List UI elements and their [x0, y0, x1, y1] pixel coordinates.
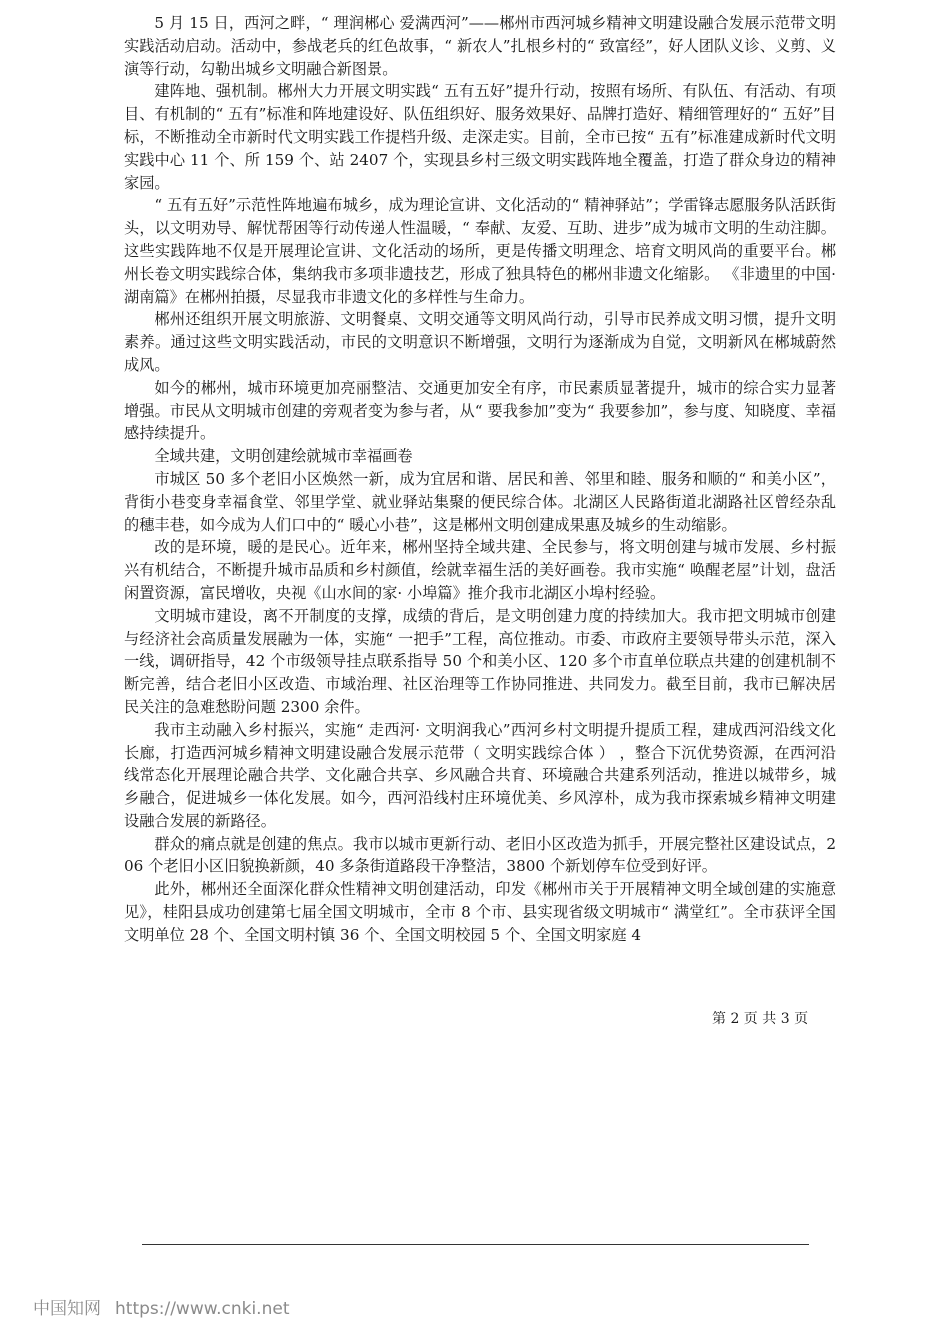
paragraph: 文明城市建设，离不开制度的支撑，成绩的背后，是文明创建力度的持续加大。我市把文明城市创建与经济社会高质量发展融为一体，实施“ 一把手”工程，高位推动。市委、市政府主要领导带头示范，深入一线，调研指导，42 个市级领导挂点联系指导 50 个和美小区、120 多个市直单位联点共建的创建机制不断完善，结合老旧小区改造、市域治理、社区治理等工作协同推进、共同发力。截至目前，我市已解决居民关注的急难愁盼问题 2300 余件。 — [124, 606, 836, 716]
paragraph: 群众的痛点就是创建的焦点。我市以城市更新行动、老旧小区改造为抓手，开展完整社区建设试点，206 个老旧小区旧貌换新颜，40 多条街道路段干净整洁，3800 个新划停车位受到好评。 — [124, 834, 836, 876]
section-heading: 全域共建，文明创建绘就城市幸福画卷 — [154, 447, 413, 466]
footer-divider — [142, 1244, 809, 1245]
paragraph: 此外，郴州还全面深化群众性精神文明创建活动，印发《郴州市关于开展精神文明全域创建的实施意见》，桂阳县成功创建第七届全国文明城市，全市 8 个市、县实现省级文明城市“ 满堂红”。全市获评全国文明单位 28 个、全国文明村镇 36 个、全国文明校园 5 个、全国文明家庭 4 — [124, 880, 836, 944]
article-body — [124, 12, 836, 947]
paragraph: 建阵地、强机制。郴州大力开展文明实践“ 五有五好”提升行动，按照有场所、有队伍、有活动、有项目、有机制的“ 五有”标准和阵地建设好、队伍组织好、服务效果好、品牌打造好、精细管理好的“ 五好”目标，不断推动全市新时代文明实践工作提档升级、走深走实。目前，全市已按“ 五有”标准建成新时代文明实践中心 11 个、所 159 个、站 2407 个，实现县乡村三级文明实践阵地全覆盖，打造了群众身边的精神家园。 — [124, 82, 836, 192]
paragraph: 我市主动融入乡村振兴，实施“ 走西河· 文明润我心”西河乡村文明提升提质工程，建成西河沿线文化长廊，打造西河城乡精神文明建设融合发展示范带（ 文明实践综合体 ） ，整合下沉优势资源，在西河沿线常态化开展理论融合共学、文化融合共享、乡风融合共育、环境融合共建系列活动，推进以城带乡，城乡融合，促进城乡一体化发展。如今，西河沿线村庄环境优美、乡风淳朴，成为我市探索城乡精神文明建设融合发展的新路径。 — [124, 720, 836, 830]
watermark-name: 中国知网 — [33, 1299, 101, 1319]
paragraph: 5 月 15 日，西河之畔，“ 理润郴心 爱满西河”——郴州市西河城乡精神文明建设融合发展示范带文明实践活动启动。活动中，参战老兵的红色故事，“ 新农人”扎根乡村的“ 致富经”，好人团队义诊、义剪、义演等行动，勾勒出城乡文明融合新图景。 — [124, 14, 836, 78]
cnki-watermark — [33, 1294, 303, 1319]
paragraph: “ 五有五好”示范性阵地遍布城乡，成为理论宣讲、文化活动的“ 精神驿站”；学雷锋志愿服务队活跃街头，以文明劝导、解忧帮困等行动传递人性温暖，“ 奉献、友爱、互助、进步”成为城市文明的生动注脚。这些实践阵地不仅是开展理论宣讲、文化活动的场所，更是传播文明理念、培育文明风尚的重要平台。郴州长卷文明实践综合体，集纳我市多项非遗技艺，形成了独具特色的郴州非遗文化缩影。 《非遗里的中国· 湖南篇》在郴州拍摄，尽显我市非遗文化的多样性与生命力。 — [124, 196, 836, 306]
paragraph: 改的是环境，暖的是民心。近年来，郴州坚持全域共建、全民参与，将文明创建与城市发展、乡村振兴有机结合，不断提升城市品质和乡村颜值，绘就幸福生活的美好画卷。我市实施“ 唤醒老屋”计划，盘活闲置资源，富民增收，央视《山水间的家· 小埠篇》推介我市北湖区小埠村经验。 — [124, 538, 836, 602]
page-number: 第 2 页 共 3 页 — [712, 1011, 809, 1027]
paragraph: 如今的郴州，城市环境更加亮丽整洁、交通更加安全有序，市民素质显著提升，城市的综合实力显著增强。市民从文明城市创建的旁观者变为参与者，从“ 要我参加”变为“ 我要参加”，参与度、知晓度、幸福感持续提升。 — [124, 378, 836, 443]
paragraph: 市城区 50 多个老旧小区焕然一新，成为宜居和谐、居民和善、邻里和睦、服务和顺的“ 和美小区”，背街小巷变身幸福食堂、邻里学堂、就业驿站集聚的便民综合体。北湖区人民路街道北湖路社区曾经杂乱的穗丰巷，如今成为人们口中的“ 暖心小巷”，这是郴州文明创建成果惠及城乡的生动缩影。 — [124, 469, 836, 534]
watermark-url: https://www.cnki.net — [115, 1299, 290, 1319]
paragraph: 郴州还组织开展文明旅游、文明餐桌、文明交通等文明风尚行动，引导市民养成文明习惯，提升文明素养。通过这些文明实践活动，市民的文明意识不断增强，文明行为逐渐成为自觉，文明新风在郴城蔚然成风。 — [124, 310, 836, 374]
